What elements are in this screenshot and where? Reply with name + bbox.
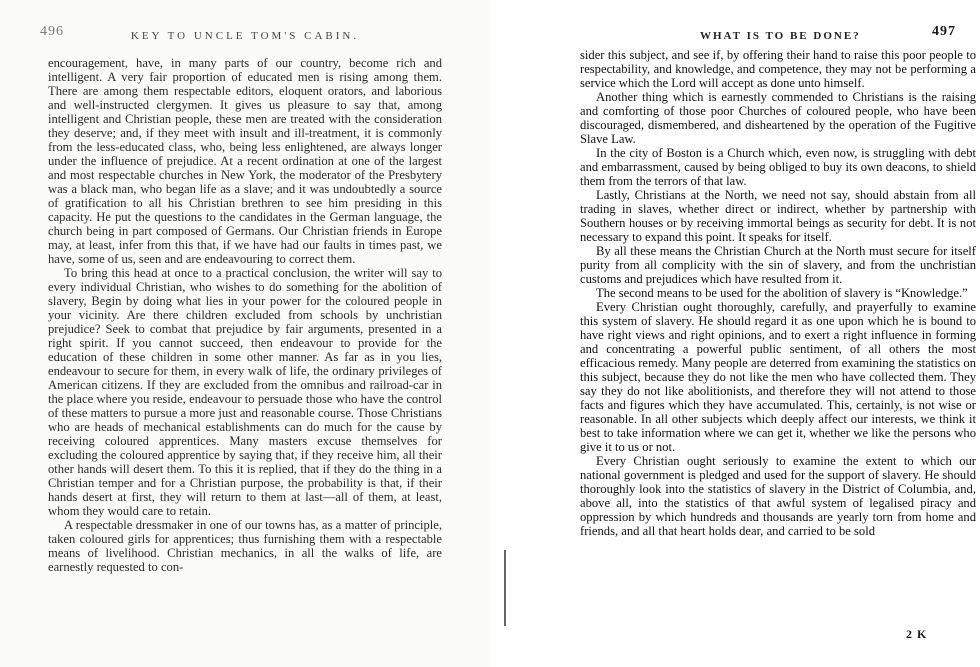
left-paragraph-3: A respectable dressmaker in one of our towns has, as a matter of principle, taken coloured girls for apprentices; thus furnishing them with a respectable means of livelihood. Christian mechanics, in all the walks of life, are earnestly requested to con-	[48, 518, 442, 574]
right-paragraph-7: Every Christian ought thoroughly, carefully, and prayerfully to examine this system of slavery. He should regard it as one upon which he is bound to have right views and right opinions, and to exert a right influence in forming and concentrating a powerful public sentiment, of all others the most efficacious remedy. Many people are deterred from examining the statistics on this subject, because they do not like the men who have collected them. They say they do not like abolitionists, and therefore they will not attend to those facts and figures which they have accumulated. This, certainly, is not wise or reasonable. In all other subjects which deeply affect our interests, we think it best to take information where we can get it, whether we like the persons who give it to us or not.	[580, 300, 976, 454]
right-paragraph-1: sider this subject, and see if, by offering their hand to raise this poor people to respectability, and knowledge, and competence, they may not be performing a service which the Lord will accept as done unto himself.	[580, 48, 976, 90]
right-page-text	[580, 48, 976, 538]
signature-mark: 2 K	[906, 627, 928, 641]
right-page	[490, 0, 980, 667]
right-paragraph-4: Lastly, Christians at the North, we need not say, should abstain from all trading in slaves, whether direct or indirect, whether by partnership with Southern houses or by receiving immortal beings as security for debt. It is not necessary to expand this point. It speaks for itself.	[580, 188, 976, 244]
left-running-head: KEY TO UNCLE TOM'S CABIN.	[130, 30, 360, 42]
right-paragraph-2: Another thing which is earnestly commended to Christians is the raising and comforting of those poor Churches of coloured people, who have been discouraged, dismembered, and disheartened by the operation of the Fugitive Slave Law.	[580, 90, 976, 146]
right-paragraph-8: Every Christian ought seriously to examine the extent to which our national government is pledged and used for the support of slavery. He should thoroughly look into the statistics of slavery in the District of Columbia, and, above all, into the statistics of that awful system of legalised piracy and oppression by which hundreds and thousands are yearly torn from home and friends, and all that heart holds dear, and carried to be sold	[580, 454, 976, 538]
left-page-number: 496	[40, 24, 64, 39]
right-running-head: WHAT IS TO BE DONE?	[700, 30, 861, 42]
left-paragraph-1: encouragement, have, in many parts of our country, become rich and intelligent. A very fair proportion of educated men is rising among them. There are among them respectable editors, eloquent orators, and laborious and well-instructed clergymen. It gives us pleasure to say that, among intelligent and Christian people, these men are treated with the consideration they deserve; and, if they meet with insult and ill-treatment, it is commonly from the less-educated class, who, being less enlightened, are always longer under the influence of prejudice. At a recent ordination at one of the largest and most respectable churches in New York, the moderator of the Presbytery was a black man, who began life as a slave; and it was undoubtedly a source of gratification to all his Christian brethren to see him presiding in this capacity. He put the questions to the candidates in the German language, the church being in part composed of Germans. Our Christian friends in Europe may, at least, infer from this that, if we have had our faults in times past, we have, some of us, seen and are endeavouring to correct them.	[48, 56, 442, 266]
binding-shadow-line	[504, 550, 506, 626]
right-paragraph-6: The second means to be used for the abolition of slavery is “Knowledge.”	[596, 286, 968, 300]
right-page-number: 497	[932, 24, 956, 39]
left-paragraph-2: To bring this head at once to a practical conclusion, the writer will say to every individual Christian, who wishes to do something for the abolition of slavery, Begin by doing what lies in your power for the coloured people in your vicinity. Are there children excluded from schools by unchristian prejudice? Seek to combat that prejudice by fair arguments, presented in a right spirit. If you cannot succeed, then endeavour to provide for the education of these children in some other manner. As far as in you lies, endeavour to secure for them, in every walk of life, the ordinary privileges of American citizens. If they are excluded from the omnibus and railroad-car in the place where you reside, endeavour to persuade those who have the control of these matters to pursue a more just and reasonable course. Those Christians who are heads of mechanical establishments can do much for the cause by receiving coloured apprentices. Many masters excuse themselves for excluding the coloured apprentice by saying that, if they receive him, all their other hands will desert them. To this it is replied, that if they do the thing in a Christian temper and for a Christian purpose, the probability is that, if their hands desert at first, they will return to them at last—all of them, at least, whom they would care to retain.	[48, 266, 442, 518]
right-paragraph-5: By all these means the Christian Church at the North must secure for itself purity from all complicity with the sin of slavery, and from the unchristian customs and prejudices which have resulted from it.	[580, 244, 976, 286]
right-paragraph-3: In the city of Boston is a Church which, even now, is struggling with debt and embarrassment, caused by being obliged to buy its own deacons, to shield them from the terrors of that law.	[580, 146, 976, 188]
left-page-text	[48, 56, 442, 574]
